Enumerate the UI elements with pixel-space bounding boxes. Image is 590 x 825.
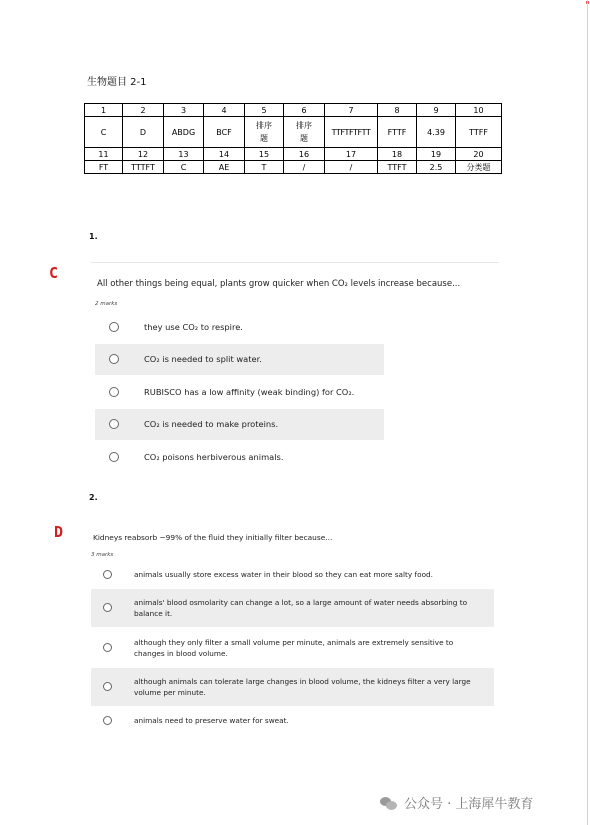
question-stem: All other things being equal, plants grow quicker when CO₂ levels increase because... [97,279,461,289]
table-cell: 12 [123,148,164,161]
option-label: although they only filter a small volume per minute, animals are extremely sensitive to changes in blood volume. [134,638,454,658]
radio-button[interactable] [109,419,119,429]
option-label: RUBISCO has a low affinity (weak binding) for CO₂. [144,387,355,397]
option-label: CO₂ is needed to make proteins. [144,419,279,429]
marks-label: 3 marks [91,552,114,558]
table-cell: 6 [284,104,325,117]
radio-button[interactable] [109,322,119,332]
table-cell: 15 [245,148,284,161]
option-label: although animals can tolerate large changes in blood volume, the kidneys filter a very large volume per minute. [134,677,471,697]
answer-option[interactable] [95,312,384,342]
watermark-text: 公众号 · 上海犀牛教育 [404,797,534,812]
option-label: animals usually store excess water in their blood so they can eat more salty food. [134,570,433,579]
table-cell: TTTFT [123,161,164,174]
table-cell: D [123,117,164,148]
corner-mark: " [584,0,590,12]
question-number: 1. [89,232,98,241]
table-row [85,104,502,117]
table-cell: 19 [417,148,456,161]
option-label: CO₂ poisons herbiverous animals. [144,452,284,462]
table-cell: 1 [85,104,123,117]
answer-key-table [84,103,502,174]
answer-option[interactable] [91,708,494,734]
radio-button[interactable] [109,387,119,397]
table-cell-text: 排序题 [256,121,272,143]
table-cell: / [325,161,378,174]
option-label: CO₂ is needed to split water. [144,354,262,364]
table-cell: / [284,161,325,174]
table-cell: FT [85,161,123,174]
radio-button[interactable] [103,682,112,691]
answer-option[interactable] [95,409,384,440]
radio-button[interactable] [103,570,112,579]
table-cell: 分类题 [456,161,502,174]
answer-option[interactable] [95,377,384,407]
handwritten-answer: C [49,264,59,282]
answer-option[interactable] [95,442,384,472]
radio-button[interactable] [103,643,112,652]
answer-option[interactable] [95,344,384,375]
table-row [85,161,502,174]
table-cell: 7 [325,104,378,117]
radio-button[interactable] [109,452,119,462]
handwritten-answer: D [54,523,64,541]
watermark [380,793,533,812]
table-cell: C [164,161,204,174]
divider [91,262,499,263]
table-cell: 10 [456,104,502,117]
table-cell [284,117,325,148]
table-cell: 16 [284,148,325,161]
table-cell: AE [204,161,245,174]
table-cell: 11 [85,148,123,161]
table-cell: C [85,117,123,148]
answer-option[interactable] [91,629,494,666]
table-cell-text: 排序题 [296,121,312,143]
table-cell: 3 [164,104,204,117]
table-cell: 5 [245,104,284,117]
radio-button[interactable] [109,354,119,364]
table-cell: 2.5 [417,161,456,174]
marks-label: 2 marks [95,301,118,307]
table-cell: TTFF [456,117,502,148]
table-cell: 9 [417,104,456,117]
question-number: 2. [89,493,98,502]
table-cell: FTTF [378,117,417,148]
table-cell: T [245,161,284,174]
answer-option[interactable] [91,668,494,706]
table-cell: 8 [378,104,417,117]
table-cell: 13 [164,148,204,161]
answer-option[interactable] [91,562,494,588]
table-cell: 2 [123,104,164,117]
table-cell: TTFT [378,161,417,174]
table-cell: BCF [204,117,245,148]
wechat-icon [380,795,398,811]
table-cell: ABDG [164,117,204,148]
page-edge [584,0,590,825]
option-label: they use CO₂ to respire. [144,322,243,332]
table-row [85,148,502,161]
table-cell: 4.39 [417,117,456,148]
option-label: animals need to preserve water for sweat. [134,716,289,725]
answer-option[interactable] [91,589,494,627]
question-stem: Kidneys reabsorb ~99% of the fluid they initially filter because... [93,533,333,542]
document-title: 生物题目 2-1 [87,77,147,88]
table-cell: 17 [325,148,378,161]
table-cell: 4 [204,104,245,117]
radio-button[interactable] [103,716,112,725]
option-label: animals' blood osmolarity can change a lot, so a large amount of water needs absorbing to balance it. [134,598,468,618]
radio-button[interactable] [103,603,112,612]
table-cell: 20 [456,148,502,161]
table-cell [245,117,284,148]
table-cell: 14 [204,148,245,161]
table-cell: 18 [378,148,417,161]
table-cell: TTFTFTFTT [325,117,378,148]
table-row [85,117,502,148]
